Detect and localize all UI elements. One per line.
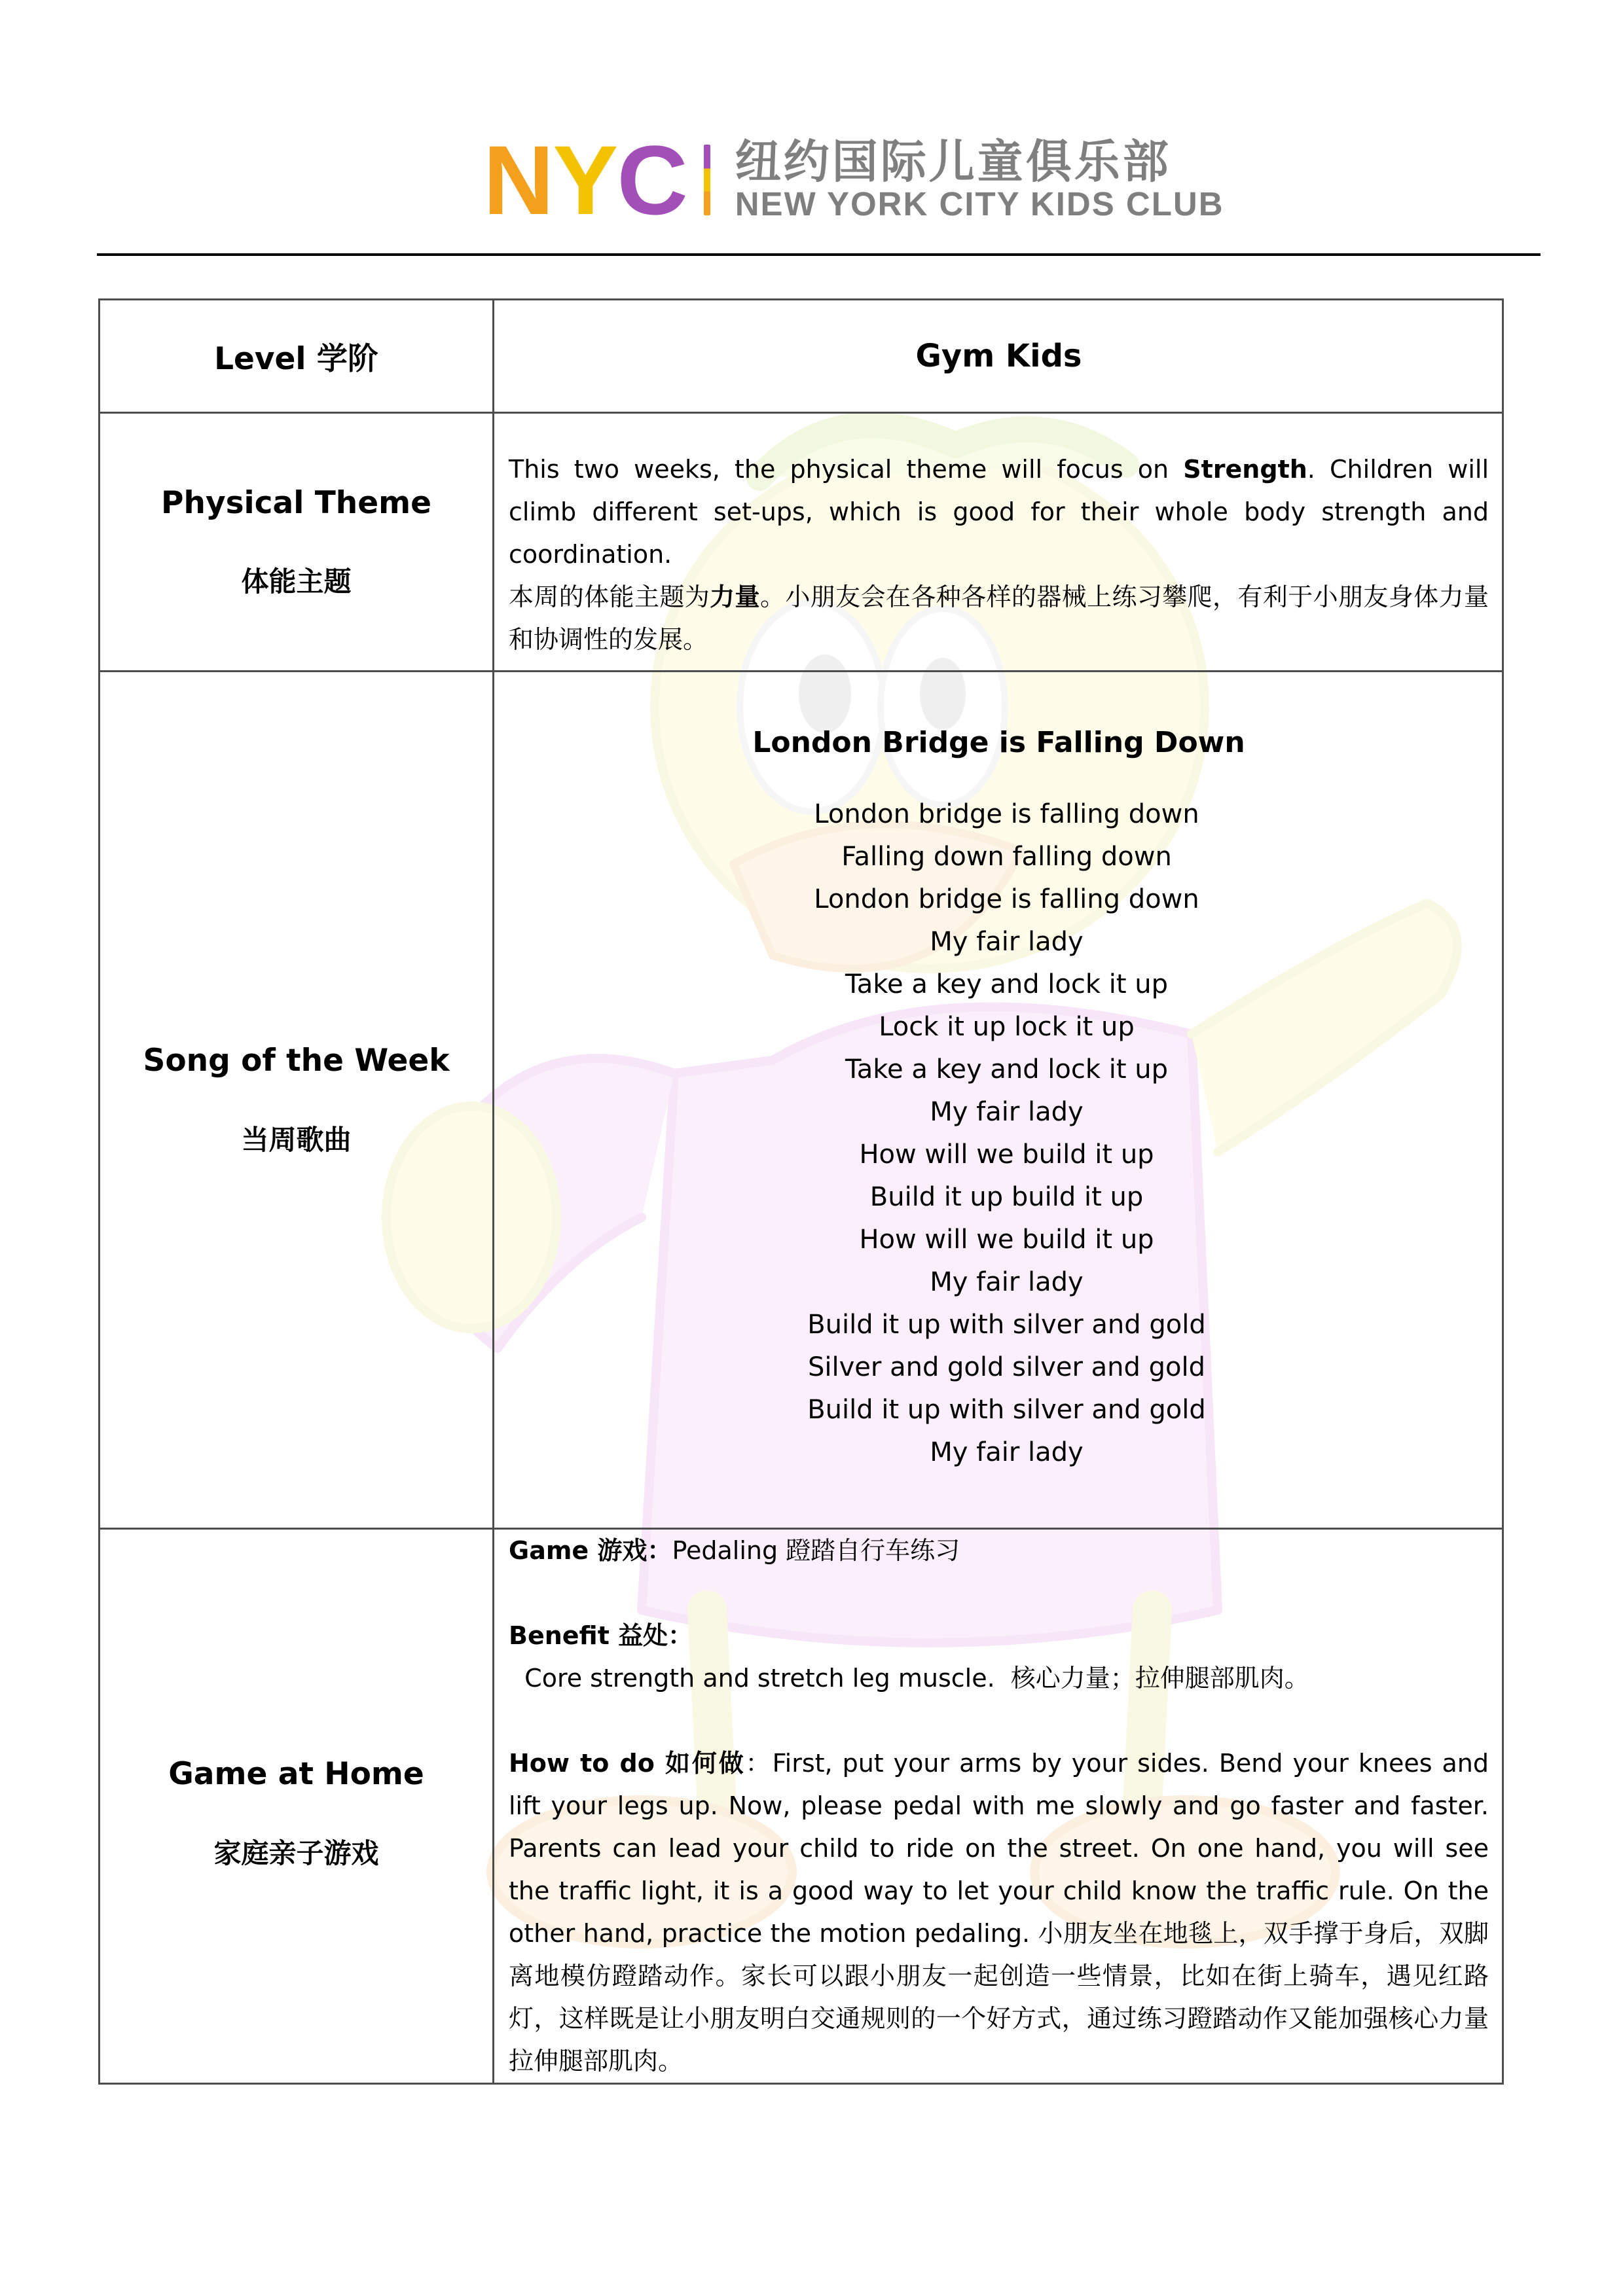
song-content-cell [494,672,1503,1529]
lyric-line: How will we build it up [859,1139,1154,1170]
level-value-cell [494,300,1503,413]
level-row [100,300,1503,413]
theme-strength-emphasis-cn: 力量 [710,582,760,611]
song-lyrics [509,793,1489,1474]
logo-letter-n: N [483,125,553,235]
logo-text [735,135,1224,223]
physical-theme-description [509,423,1489,661]
game-content-cell [494,1529,1503,2084]
game-howto-paragraph [509,1742,1489,2083]
lyric-line: Falling down falling down [841,842,1172,872]
song-label-cell [100,672,494,1529]
level-label: Level 学阶 [214,340,378,377]
physical-theme-label-en: Physical Theme [161,484,431,521]
logo-letter-y: Y [553,125,617,235]
game-label-en: Game at Home [168,1756,424,1793]
lyric-line: My fair lady [930,1097,1084,1127]
lyric-line: Lock it up lock it up [879,1012,1135,1042]
lyric-line: My fair lady [930,1267,1084,1297]
logo-nyc-letters [483,125,687,235]
game-label-cn: 家庭亲子游戏 [213,1837,379,1869]
logo-letter-c: C [617,125,687,235]
song-label-en: Song of the Week [143,1043,450,1079]
game-row [100,1529,1503,2084]
lyric-line: How will we build it up [859,1225,1154,1255]
game-name-value: Pedaling 蹬踏自行车练习 [672,1536,960,1565]
logo-chinese-name: 纽约国际儿童俱乐部 [735,135,1171,189]
lyric-line: London bridge is falling down [814,884,1199,914]
game-label-cell [100,1529,494,2084]
song-title: London Bridge is Falling Down [752,726,1245,759]
physical-theme-row [100,413,1503,672]
lyric-line: Take a key and lock it up [845,1054,1169,1085]
game-benefit-value: Core strength and stretch leg muscle. 核心力量；拉伸腿部肌肉。 [509,1664,1309,1693]
game-benefit-line [509,1615,1489,1700]
theme-text-cn-part1: 本周的体能主题为 [509,582,710,611]
theme-text-en-part2: . Children will climb different set-ups, which is good for their whole body strength and coordination. [509,454,1489,569]
lyric-line: Build it up with silver and gold [807,1310,1206,1340]
game-benefit-label: Benefit 益处： [509,1621,693,1650]
song-label-cn: 当周歌曲 [241,1123,352,1156]
nyc-kids-club-logo [483,125,1224,235]
level-label-cell [100,300,494,413]
lyric-line: Take a key and lock it up [845,969,1169,999]
game-howto-value: ：First, put your arms by your sides. Bend your knees and lift your legs up. Now, please pedal with me slowly and go faster and faster. Parents can lead your child to ride on the street. On one hand, you will see the traffic light, it is a good way to let your child know the traffic rule. On the other hand, practice the motion pedaling. 小朋友坐在地毯上，双手撑于身后，双脚离地模仿蹬踏动作。家长可以跟小朋友一起创造一些情景，比如在街上骑车，遇见红路灯，这样既是让小朋友明白交通规则的一个好方式，通过练习蹬踏动作又能加强核心力量拉伸腿部肌肉。 [509,1749,1489,2075]
logo-separator [704,145,710,215]
physical-theme-label-cn: 体能主题 [241,565,352,598]
physical-theme-text-cell [494,413,1503,672]
game-name-line [509,1530,1489,1572]
lyric-line: Build it up with silver and gold [807,1395,1206,1425]
lyric-line: Build it up build it up [869,1182,1144,1212]
weekly-plan-table [98,298,1504,2085]
game-howto-label: How to do 如何做 [509,1749,746,1778]
theme-text-en-part1: This two weeks, the physical theme will focus on [509,454,1184,484]
lyric-line: Silver and gold silver and gold [808,1352,1205,1382]
header-divider [97,253,1541,256]
lyric-line: My fair lady [930,1437,1084,1467]
theme-strength-emphasis: Strength [1183,454,1307,484]
game-name-label: Game 游戏： [509,1536,672,1565]
lyric-line: My fair lady [930,927,1084,957]
song-row [100,672,1503,1529]
theme-text-cn-part2: 。小朋友会在各种各样的器械上练习攀爬，有利于小朋友身体力量和协调性的发展。 [509,582,1489,654]
lyric-line: London bridge is falling down [814,799,1199,829]
level-value: Gym Kids [915,338,1082,374]
physical-theme-label-cell [100,413,494,672]
logo-english-name: NEW YORK CITY KIDS CLUB [735,185,1224,223]
